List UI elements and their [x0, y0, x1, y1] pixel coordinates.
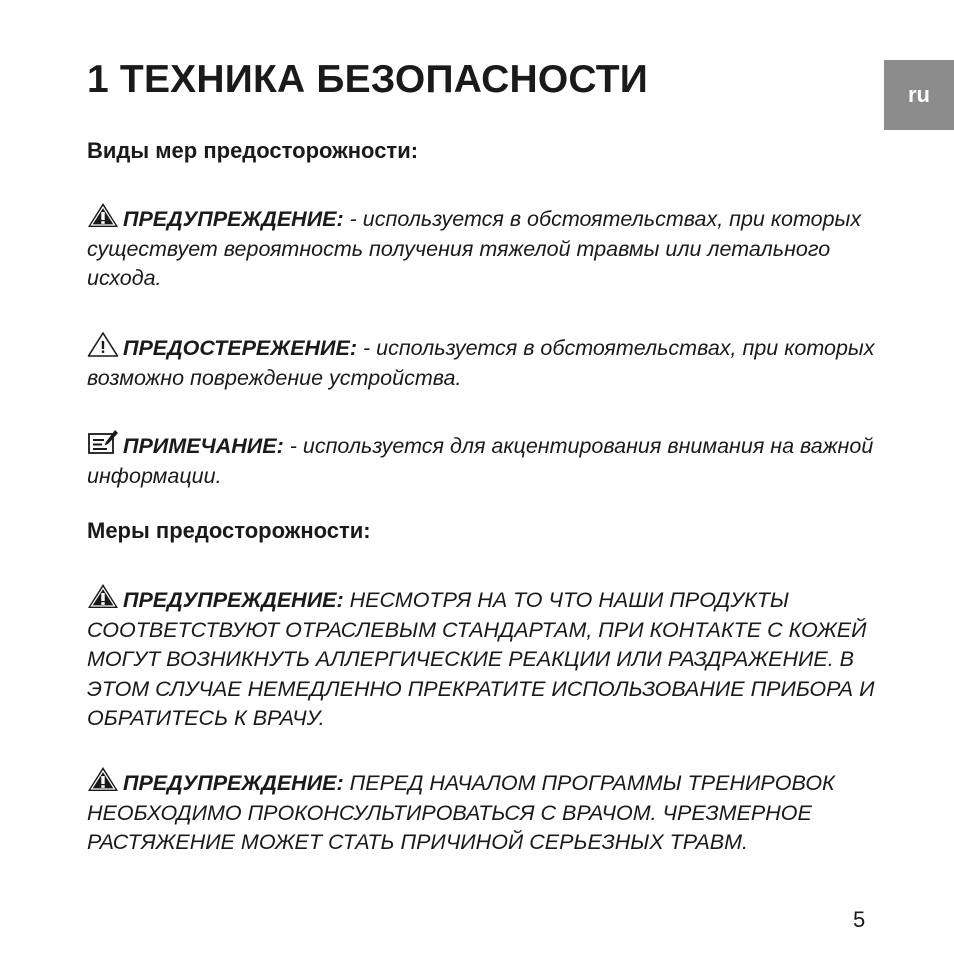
- types-heading: Виды мер предосторожности:: [87, 138, 419, 163]
- note-definition: [87, 429, 877, 491]
- note-label: ПРИМЕЧАНИЕ:: [123, 434, 284, 458]
- warning-filled-icon: [87, 202, 119, 228]
- warning-filled-icon: [87, 583, 119, 609]
- warning-label: ПРЕДУПРЕЖДЕНИЕ:: [123, 207, 344, 231]
- caution-outline-icon: [87, 331, 119, 357]
- measure-label: ПРЕДУПРЕЖДЕНИЕ:: [123, 771, 344, 795]
- page-title: 1 ТЕХНИКА БЕЗОПАСНОСТИ: [87, 58, 649, 101]
- page-number: 5: [853, 907, 866, 932]
- language-tab: ru: [884, 60, 954, 130]
- measure-item: [87, 766, 877, 858]
- caution-text: - используется в обстоятельствах, при которых возможно повреждение устройства.: [87, 336, 875, 390]
- measures-heading: Меры предосторожности:: [87, 518, 371, 543]
- caution-definition: [87, 331, 877, 393]
- warning-text: - используется в обстоятельствах, при которых существует вероятность получения тяжелой травмы или летального исхода.: [87, 207, 862, 290]
- note-icon: [87, 429, 119, 455]
- measure-label: ПРЕДУПРЕЖДЕНИЕ:: [123, 588, 344, 612]
- caution-label: ПРЕДОСТЕРЕЖЕНИЕ:: [123, 336, 358, 360]
- note-text: - используется для акцентирования внимания на важной информации.: [87, 434, 874, 488]
- measure-text: НЕСМОТРЯ НА ТО ЧТО НАШИ ПРОДУКТЫ СООТВЕТСТВУЮТ ОТРАСЛЕВЫМ СТАНДАРТАМ, ПРИ КОНТАКТЕ С КОЖЕЙ МОГУТ ВОЗНИКНУТЬ АЛЛЕРГИЧЕСКИЕ РЕАКЦИИ ИЛИ РАЗДРАЖЕНИЕ. В ЭТОМ СЛУЧАЕ НЕМЕДЛЕННО ПРЕКРАТИТЕ ИСПОЛЬЗОВАНИЕ ПРИБОРА И ОБРАТИТЕСЬ К ВРАЧУ.: [87, 588, 875, 730]
- measure-text: ПЕРЕД НАЧАЛОМ ПРОГРАММЫ ТРЕНИРОВОК НЕОБХОДИМО ПРОКОНСУЛЬТИРОВАТЬСЯ С ВРАЧОМ. ЧРЕЗМЕРНОЕ РАСТЯЖЕНИЕ МОЖЕТ СТАТЬ ПРИЧИНОЙ СЕРЬЕЗНЫХ ТРАВМ.: [87, 771, 835, 854]
- measure-item: [87, 583, 877, 734]
- warning-definition: [87, 202, 877, 294]
- warning-filled-icon: [87, 766, 119, 792]
